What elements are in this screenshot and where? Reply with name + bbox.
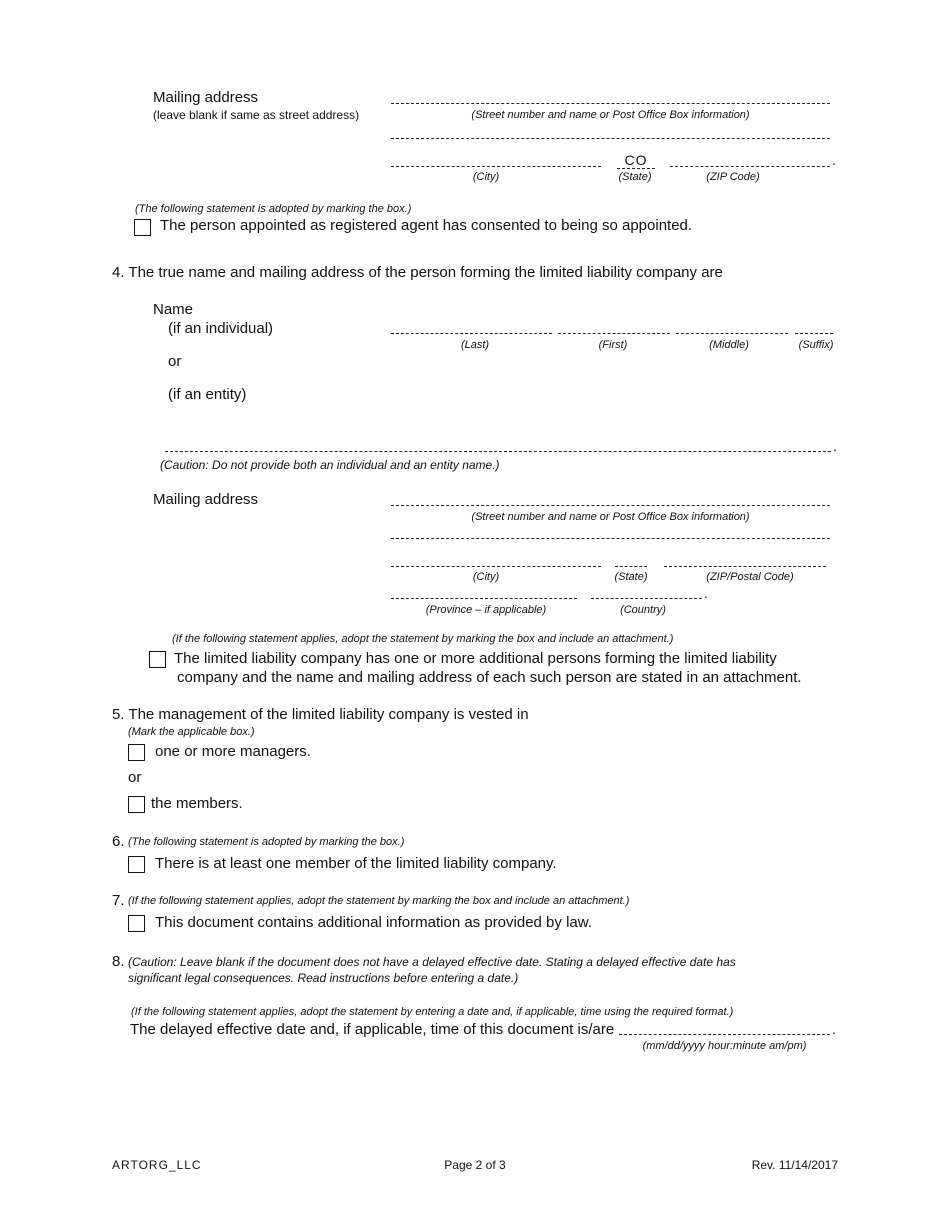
section-7-number: 7. [112, 892, 125, 909]
entity-period: . [833, 438, 837, 454]
section-7-text: This document contains additional information as provided by law. [155, 914, 592, 931]
mailing-address-sublabel: (leave blank if same as street address) [153, 108, 360, 122]
member-statement-checkbox[interactable] [128, 856, 145, 873]
section-6-note: (The following statement is adopted by marking the box.) [128, 836, 405, 848]
state-caption: (State) [618, 171, 652, 183]
country-input[interactable] [591, 598, 702, 599]
section-8-caution-2: significant legal consequences. Read instructions before entering a date.) [128, 971, 519, 985]
effective-date-period: . [832, 1021, 836, 1037]
first-name-input[interactable] [558, 333, 670, 334]
s4-zip-input[interactable] [664, 566, 826, 567]
entity-label: (if an entity) [168, 386, 247, 403]
zip-caption: (ZIP Code) [706, 171, 760, 183]
s4-street-caption: (Street number and name or Post Office Box information) [471, 511, 750, 523]
date-format-caption: (mm/dd/yyyy hour:minute am/pm) [642, 1040, 807, 1052]
zip-input[interactable] [670, 166, 830, 167]
section-6-text: There is at least one member of the limited liability company. [155, 855, 557, 872]
country-caption: (Country) [620, 604, 666, 616]
section-4-mailing-label: Mailing address [153, 491, 259, 508]
s4-street-line-2-input[interactable] [391, 538, 830, 539]
zip-period: . [832, 152, 836, 168]
section-6-number: 6. [112, 833, 125, 850]
section-7-note: (If the following statement applies, adopt the statement by marking the box and include an attachment.) [128, 895, 630, 907]
section-8-note: (If the following statement applies, adopt the statement by entering a date and, if applicable, time using the required format.) [131, 1006, 734, 1018]
last-caption: (Last) [460, 339, 490, 351]
members-checkbox[interactable] [128, 796, 145, 813]
first-caption: (First) [598, 339, 628, 351]
s4-street-input[interactable] [391, 505, 830, 506]
mailing-address-label: Mailing address [153, 89, 259, 106]
street-line-2-input[interactable] [391, 138, 830, 139]
section-5-note: (Mark the applicable box.) [128, 726, 255, 738]
additional-persons-checkbox[interactable] [149, 651, 166, 668]
street-input[interactable] [391, 103, 830, 104]
consent-text: The person appointed as registered agent has consented to being so appointed. [160, 217, 693, 234]
s4-state-caption: (State) [614, 571, 648, 583]
section-8-text: The delayed effective date and, if applicable, time of this document is/are [130, 1021, 615, 1038]
individual-label: (if an individual) [168, 320, 274, 337]
s4-zip-caption: (ZIP/Postal Code) [706, 571, 794, 583]
members-option-label: the members. [151, 795, 243, 812]
middle-name-input[interactable] [676, 333, 788, 334]
consent-checkbox[interactable] [134, 219, 151, 236]
state-value: CO [624, 152, 648, 168]
s4-city-input[interactable] [391, 566, 601, 567]
street-caption: (Street number and name or Post Office Box information) [471, 109, 750, 121]
middle-caption: (Middle) [709, 339, 749, 351]
section-5-or: or [128, 769, 142, 786]
province-caption: (Province – if applicable) [425, 604, 547, 616]
footer-revision: Rev. 11/14/2017 [751, 1158, 838, 1172]
effective-date-input[interactable] [619, 1034, 830, 1035]
city-input[interactable] [391, 166, 601, 167]
country-period: . [704, 585, 708, 601]
section-8-caution-1: (Caution: Leave blank if the document does not have a delayed effective date. Stating a delayed effective date has [128, 955, 736, 969]
consent-note: (The following statement is adopted by marking the box.) [135, 203, 412, 215]
attach-note: (If the following statement applies, adopt the statement by marking the box and include an attachment.) [172, 633, 674, 645]
section-8-number: 8. [112, 953, 125, 970]
suffix-input[interactable] [795, 333, 833, 334]
section-5-heading: 5. The management of the limited liability company is vested in [112, 706, 529, 723]
s4-city-caption: (City) [472, 571, 500, 583]
suffix-caption: (Suffix) [798, 339, 834, 351]
caution-note: (Caution: Do not provide both an individual and an entity name.) [160, 458, 500, 472]
last-name-input[interactable] [391, 333, 552, 334]
or-label: or [168, 353, 182, 370]
entity-name-input[interactable] [165, 451, 831, 452]
state-line [617, 168, 655, 169]
managers-option-label: one or more managers. [155, 743, 311, 760]
s4-state-input[interactable] [615, 566, 647, 567]
footer-form-id: ARTORG_LLC [112, 1158, 202, 1172]
name-label: Name [153, 301, 194, 318]
footer-page-number: Page 2 of 3 [444, 1158, 506, 1172]
managers-checkbox[interactable] [128, 744, 145, 761]
additional-info-checkbox[interactable] [128, 915, 145, 932]
city-caption: (City) [472, 171, 500, 183]
attach-text-1: The limited liability company has one or more additional persons forming the limited liability [174, 650, 777, 667]
attach-text-2: company and the name and mailing address of each such person are stated in an attachment. [177, 669, 802, 686]
section-4-heading: 4. The true name and mailing address of the person forming the limited liability company are [112, 264, 723, 281]
province-input[interactable] [391, 598, 577, 599]
